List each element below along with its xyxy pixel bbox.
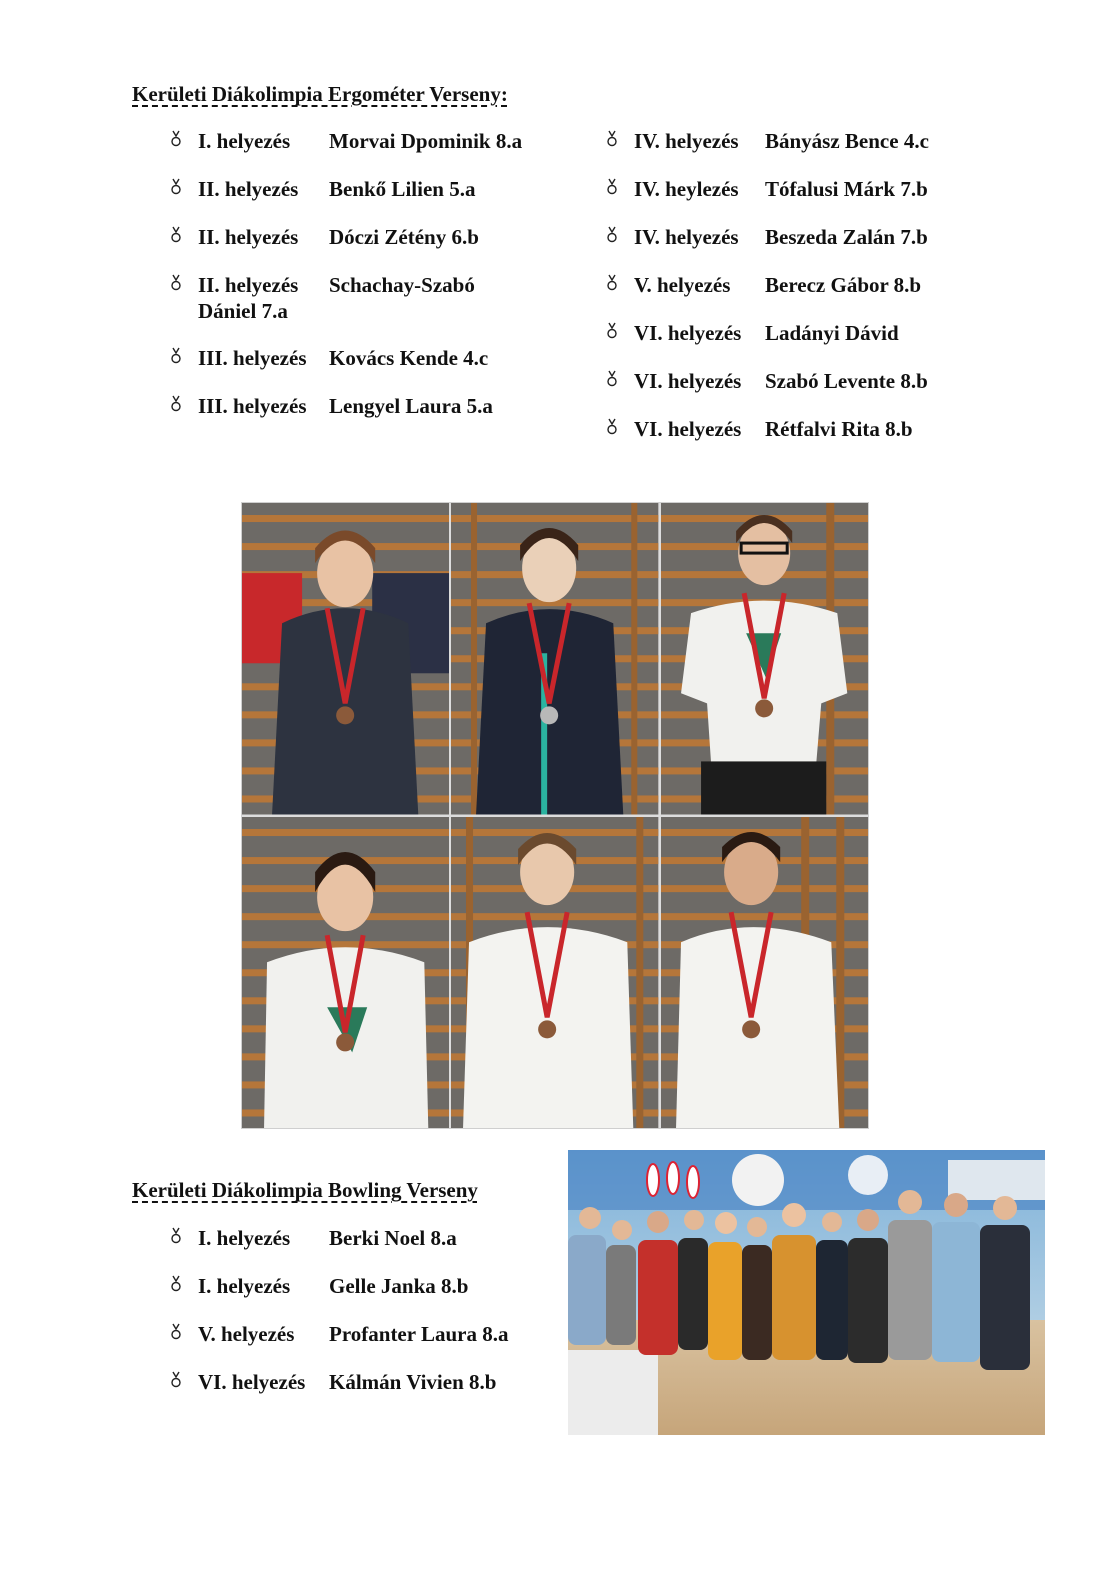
- place-label: IV. helyezés: [634, 225, 739, 249]
- list-item: [606, 176, 929, 202]
- medal-icon: [170, 1225, 182, 1245]
- place-label: I. helyezés: [198, 129, 291, 153]
- place-label: VI. helyezés: [634, 417, 742, 441]
- medal-icon: [170, 176, 182, 196]
- place-label: VI. helyezés: [634, 321, 742, 345]
- athlete-name: Bányász Bence 4.c: [765, 129, 929, 153]
- place-label: VI. helyezés: [198, 1370, 306, 1394]
- winner-photo: [661, 817, 868, 1129]
- medal-icon: [170, 128, 182, 148]
- medal-icon: [606, 224, 618, 244]
- medal-icon: [606, 368, 618, 388]
- medal-icon: [170, 272, 182, 292]
- list-item: [170, 393, 522, 419]
- medal-icon: [170, 1369, 182, 1389]
- place-label: I. helyezés: [198, 1226, 291, 1250]
- athlete-name-continuation: Dániel 7.a: [198, 299, 288, 323]
- place-label: V. helyezés: [634, 273, 731, 297]
- medal-icon: [606, 272, 618, 292]
- bowling-results: [170, 1225, 508, 1417]
- winner-photo: [661, 503, 868, 815]
- list-item: [606, 272, 929, 298]
- list-item: [170, 272, 522, 324]
- winner-photo: [242, 503, 449, 815]
- athlete-name: Dóczi Zétény 6.b: [329, 225, 479, 249]
- athlete-name: Profanter Laura 8.a: [329, 1322, 509, 1346]
- list-item: [606, 224, 929, 250]
- place-label: I. helyezés: [198, 1274, 291, 1298]
- medal-icon: [170, 1321, 182, 1341]
- list-item: [170, 128, 522, 154]
- athlete-name: Lengyel Laura 5.a: [329, 394, 493, 418]
- medal-icon: [170, 345, 182, 365]
- medal-icon: [606, 416, 618, 436]
- medal-icon: [170, 224, 182, 244]
- list-item: [606, 320, 929, 346]
- list-item: [170, 1369, 508, 1395]
- medal-icon: [170, 1273, 182, 1293]
- athlete-name: Berki Noel 8.a: [329, 1226, 457, 1250]
- winner-photo: [451, 503, 658, 815]
- place-label: II. helyezés: [198, 225, 299, 249]
- athlete-name: Ladányi Dávid: [765, 321, 899, 345]
- list-item: [170, 224, 522, 250]
- medal-icon: [606, 128, 618, 148]
- athlete-name: Kovács Kende 4.c: [329, 346, 489, 370]
- ergometer-results-right: [606, 128, 929, 464]
- list-item: [606, 368, 929, 394]
- list-item: [606, 416, 929, 442]
- list-item: [170, 345, 522, 371]
- list-item: [170, 1321, 508, 1347]
- winner-photo: [451, 817, 658, 1129]
- medal-winners-photo-grid: [241, 502, 869, 1129]
- winner-photo: [242, 817, 449, 1129]
- medal-icon: [606, 176, 618, 196]
- athlete-name: Benkő Lilien 5.a: [329, 177, 476, 201]
- athlete-name: Beszeda Zalán 7.b: [765, 225, 928, 249]
- list-item: [170, 176, 522, 202]
- place-label: II. helyezés: [198, 177, 299, 201]
- athlete-name: Kálmán Vivien 8.b: [329, 1370, 497, 1394]
- place-label: IV. heylezés: [634, 177, 739, 201]
- list-item: [606, 128, 929, 154]
- athlete-name: Schachay-Szabó: [329, 273, 475, 297]
- athlete-name: Rétfalvi Rita 8.b: [765, 417, 913, 441]
- list-item: [170, 1225, 508, 1251]
- medal-icon: [606, 320, 618, 340]
- place-label: III. helyezés: [198, 346, 307, 370]
- athlete-name: Berecz Gábor 8.b: [765, 273, 922, 297]
- athlete-name: Morvai Dpominik 8.a: [329, 129, 523, 153]
- athlete-name: Tófalusi Márk 7.b: [765, 177, 928, 201]
- bowling-group-photo: [568, 1150, 1045, 1435]
- place-label: III. helyezés: [198, 394, 307, 418]
- ergometer-results-left: [170, 128, 522, 441]
- place-label: VI. helyezés: [634, 369, 742, 393]
- athlete-name: Gelle Janka 8.b: [329, 1274, 469, 1298]
- medal-icon: [170, 393, 182, 413]
- place-label: IV. helyezés: [634, 129, 739, 153]
- place-label: V. helyezés: [198, 1322, 295, 1346]
- ergometer-heading: Kerületi Diákolimpia Ergométer Verseny:: [132, 82, 508, 106]
- place-label: II. helyezés: [198, 273, 299, 297]
- list-item: [170, 1273, 508, 1299]
- athlete-name: Szabó Levente 8.b: [765, 369, 928, 393]
- bowling-heading: Kerületi Diákolimpia Bowling Verseny: [132, 1178, 478, 1202]
